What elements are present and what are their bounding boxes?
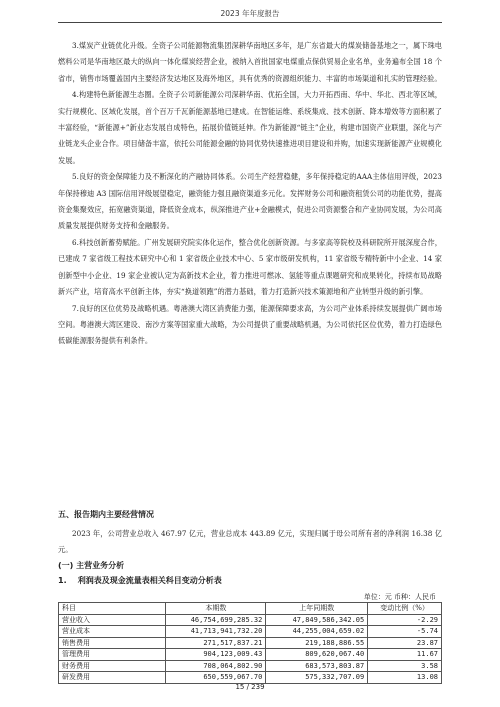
paragraph-tech-innovation: 6.科技创新蓄势赋能。广州发展研究院实体化运作，整合优化创新资源。与多家高等院校及科研院所开展深度合作，已建成 7 家省级工程技术研究中心和 1 家省级企业技术中心、5 家市级研发机构，11 家省级专精特新中小企业、14 家创新型中小企业、19 家企业被认定为高新技术企业，着力推进可燃冰、氢能等重点课题研究和成果转化，持续布局战略新兴产业，培育高水平创新主体，夯实“换道领跑”的潜力基础，着力打造新兴技术策源地和产业转型升级的新引擎。 (58, 237, 442, 297)
table-heading-number: 1. (58, 576, 67, 585)
paragraph-funding: 5.良好的资金保障能力及不断深化的产融协同体系。公司生产经营稳健，多年保持稳定的AAA主体信用评级，2023 年保持穆迪 A3 国际信用评级展望稳定，融资能力强且融资渠道多元化。发挥财务公司和融资租赁公司的功能优势，提高资金集聚效应，拓宽融资渠道，降低资金成本，纵深推进产业+金融模式，促进公司资源整合和产业协同发展，为公司高质量发展提供财务支持和金融服务。 (58, 172, 442, 231)
table-row (59, 649, 442, 661)
row-prior: 219,188,886.55 (266, 637, 368, 649)
page-header: 2023 年年度报告 (220, 9, 280, 18)
row-change: 11.67 (368, 649, 442, 661)
section-summary (58, 526, 442, 557)
row-label: 营业成本 (59, 626, 166, 638)
section-heading (58, 509, 442, 520)
table-heading-text: 利润表及现金流量表相关科目变动分析表 (77, 576, 222, 585)
row-current: 41,713,941,732.20 (166, 626, 266, 638)
table-row (59, 626, 442, 638)
table-row (59, 672, 442, 684)
row-label: 营业收入 (59, 614, 166, 626)
row-prior: 809,620,067.40 (266, 649, 368, 661)
row-prior: 44,255,004,659.02 (266, 626, 368, 638)
row-current: 46,754,699,285.32 (166, 614, 266, 626)
row-change: -5.74 (368, 626, 442, 638)
subsection-title: (一) 主营业务分析 (58, 561, 125, 570)
paragraph-coal-chain: 3.煤炭产业链优化升级。全资子公司能源物流集团深耕华南地区多年，是广东省最大的煤炭储备基地之一，属下珠电燃料公司是华南地区最大的纵向一体化煤炭经营企业，被纳入首批国家电煤重点保供贸易企业名单，业务遍布全国 18 个省市，销售市场覆盖国内主要经济发达地区及海外地区，具有优秀的资源组织能力、丰富的市场渠道和扎实的管理经验。 (58, 41, 442, 83)
row-current: 650,559,067.70 (166, 672, 266, 684)
row-current: 271,517,837.21 (166, 637, 266, 649)
paragraph-location: 7.良好的区位优势及战略机遇。粤港澳大湾区消费能力强，能源保障要求高，为公司产业体系持续发展提供广阔市场空间。粤港澳大湾区建设、南沙方案等国家重大战略，为公司提供了重要战略机遇，为公司依托区位优势，着力打造绿色低碳能源服务提供有利条件。 (58, 303, 442, 346)
row-label: 财务费用 (59, 660, 166, 672)
table-row (59, 637, 442, 649)
row-change: 23.87 (368, 637, 442, 649)
table-header-row (59, 603, 442, 615)
financial-table (58, 602, 442, 684)
row-prior: 47,849,586,342.05 (266, 614, 368, 626)
table-row (59, 614, 442, 626)
row-change: 3.58 (368, 660, 442, 672)
row-prior: 683,573,803.87 (266, 660, 368, 672)
row-label: 管理费用 (59, 649, 166, 661)
paragraph-new-energy: 4.构建特色新能源生态圈。全资子公司新能源公司深耕华南、优拓全国，大力开拓西南、华中、华北、西北等区域，实行规模化、区域化发展，首个百万千瓦新能源基地已建成。在智能运维、系统集成、技术创新、降本增效等方面积累了丰富经验，“新能源+”新业态发展自成特色，拓展价值链延伸。作为新能源“链主”企业，构建市国资产业联盟，深化与产业链龙头企业合作。项目储备丰富，依托公司能源金融的协同优势快速推进项目建设和并购，加速实现新能源产业规模化发展。 (58, 90, 442, 165)
header-change: 变动比例（%） (368, 603, 442, 615)
header-prior: 上年同期数 (266, 603, 368, 615)
header-current: 本期数 (166, 603, 266, 615)
page-number: 15 / 239 (235, 683, 265, 691)
summary-paragraph: 2023 年，公司营业总收入 467.97 亿元，营业总成本 443.89 亿元，实现归属于母公司所有者的净利润 16.38 亿元。 (58, 529, 442, 554)
header-item: 科目 (59, 603, 166, 615)
header-rule (58, 22, 442, 23)
row-prior: 575,332,707.09 (266, 672, 368, 684)
row-current: 708,064,802.90 (166, 660, 266, 672)
section-title: 五、报告期内主要经营情况 (58, 510, 154, 519)
row-current: 904,123,009.43 (166, 649, 266, 661)
row-change: 13.08 (368, 672, 442, 684)
body-text (58, 38, 442, 350)
table-unit: 单位：元 币种：人民币 (363, 593, 436, 601)
table-row (59, 660, 442, 672)
table-heading (58, 575, 442, 586)
row-label: 销售费用 (59, 637, 166, 649)
row-change: -2.29 (368, 614, 442, 626)
row-label: 研发费用 (59, 672, 166, 684)
subsection-heading (58, 560, 442, 571)
